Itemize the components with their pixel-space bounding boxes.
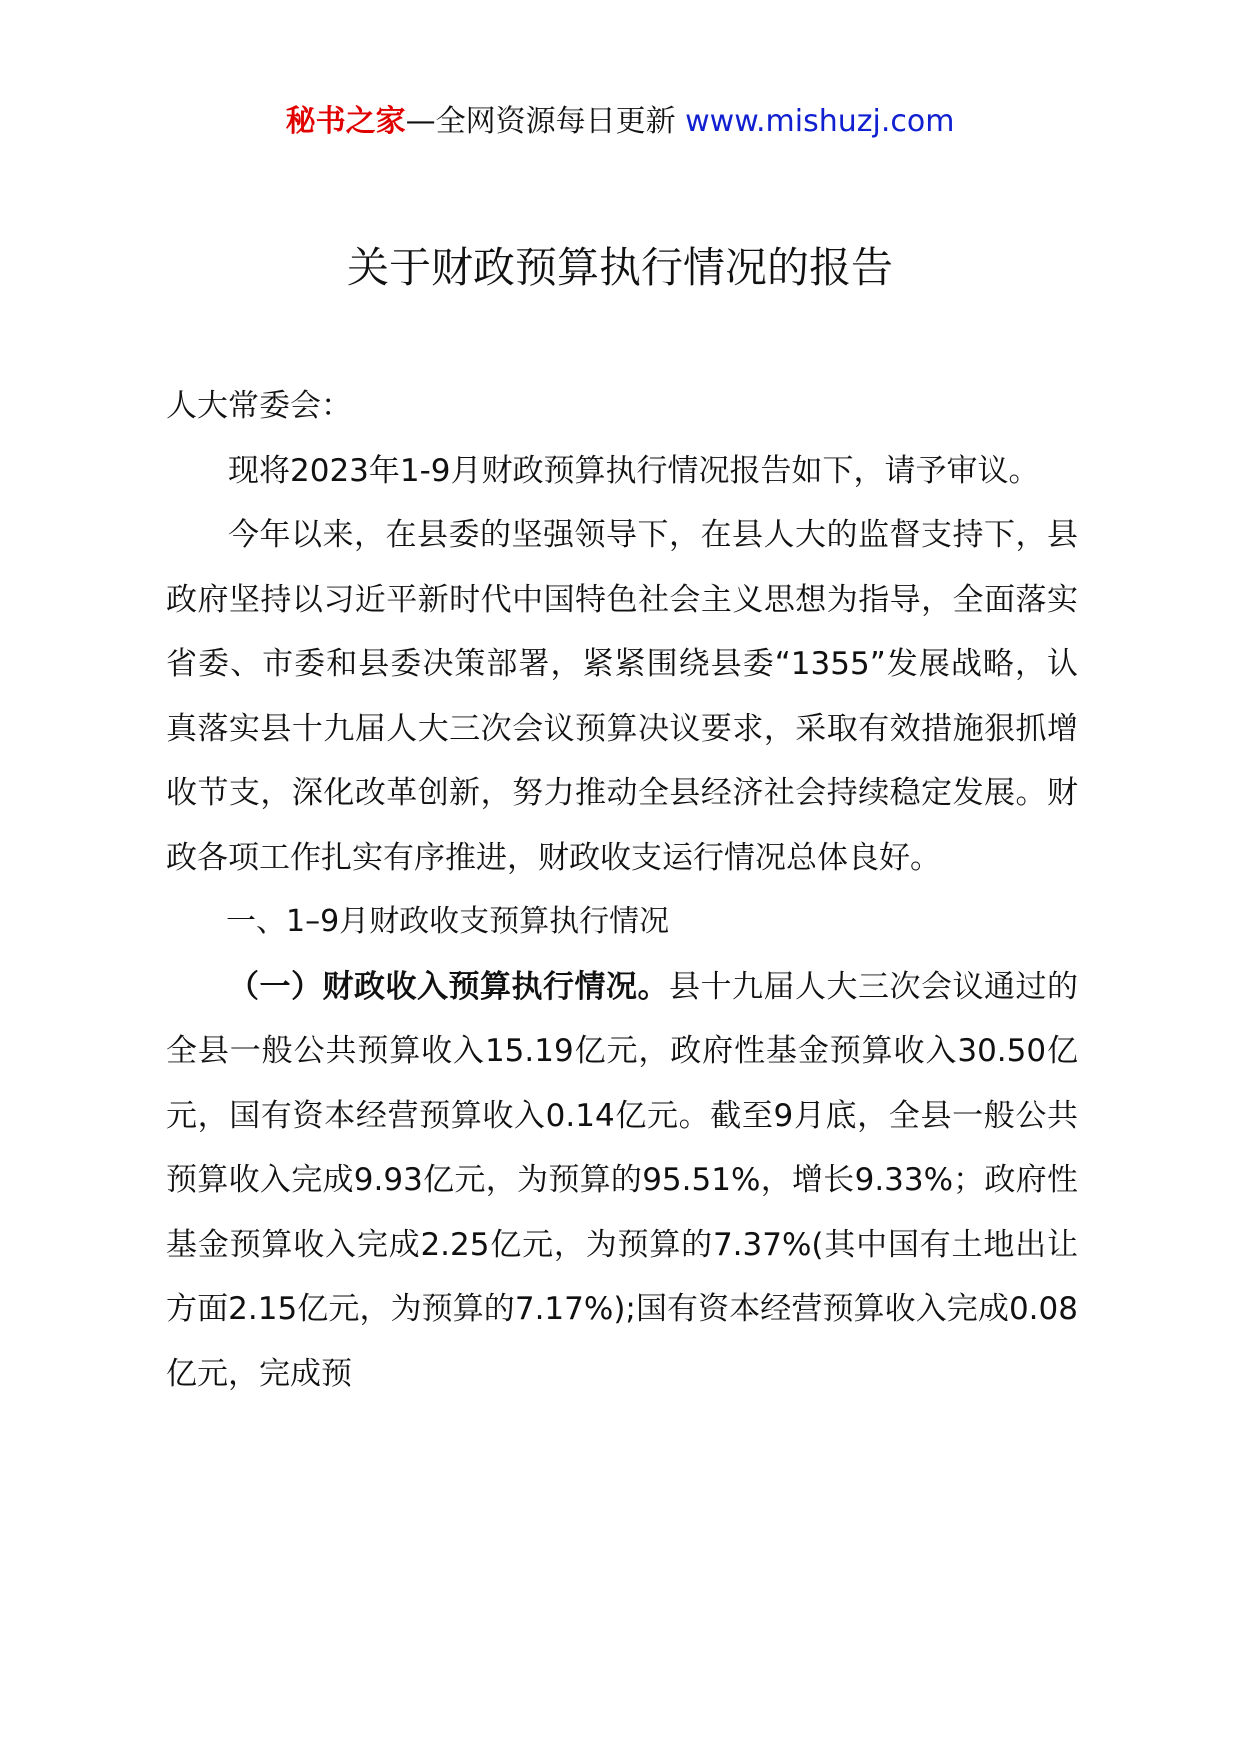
- intro-paragraph: 现将2023年1-9月财政预算执行情况报告如下，请予审议。: [228, 452, 1040, 489]
- banner-brand: 秘书之家: [285, 104, 406, 139]
- subsection-title-revenue: （一）财政收入预算执行情况。: [228, 968, 669, 1005]
- site-banner: [0, 100, 1240, 144]
- revenue-paragraph: [166, 955, 1078, 1407]
- document-title: 关于财政预算执行情况的报告: [346, 243, 893, 292]
- section-heading-1: 一、1–9月财政收支预算执行情况: [226, 904, 670, 939]
- overview-paragraph: 今年以来，在县委的坚强领导下，在县人大的监督支持下，县政府坚持以习近平新时代中国特色社会主义思想为指导，全面落实省委、市委和县委决策部署，紧紧围绕县委“1355”发展战略，认真落实县十九届人大三次会议预算决议要求，采取有效措施狠抓增收节支，深化改革创新，努力推动全县经济社会持续稳定发展。财政各项工作扎实有序推进，财政收支运行情况总体良好。: [166, 517, 1078, 876]
- salutation: 人大常委会：: [166, 388, 352, 424]
- banner-url-link[interactable]: www.mishuzj.com: [685, 104, 955, 139]
- document-body: [166, 374, 1078, 1406]
- revenue-text: 县十九届人大三次会议通过的全县一般公共预算收入15.19亿元，政府性基金预算收入30.50亿元，国有资本经营预算收入0.14亿元。截至9月底，全县一般公共预算收入完成9.93亿元，为预算的95.51%，增长9.33%；政府性基金预算收入完成2.25亿元，为预算的7.37%(其中国有土地出让方面2.15亿元，为预算的7.17%);国有资本经营预算收入完成0.08亿元，完成预: [166, 968, 1078, 1392]
- banner-tagline: —全网资源每日更新: [405, 104, 676, 139]
